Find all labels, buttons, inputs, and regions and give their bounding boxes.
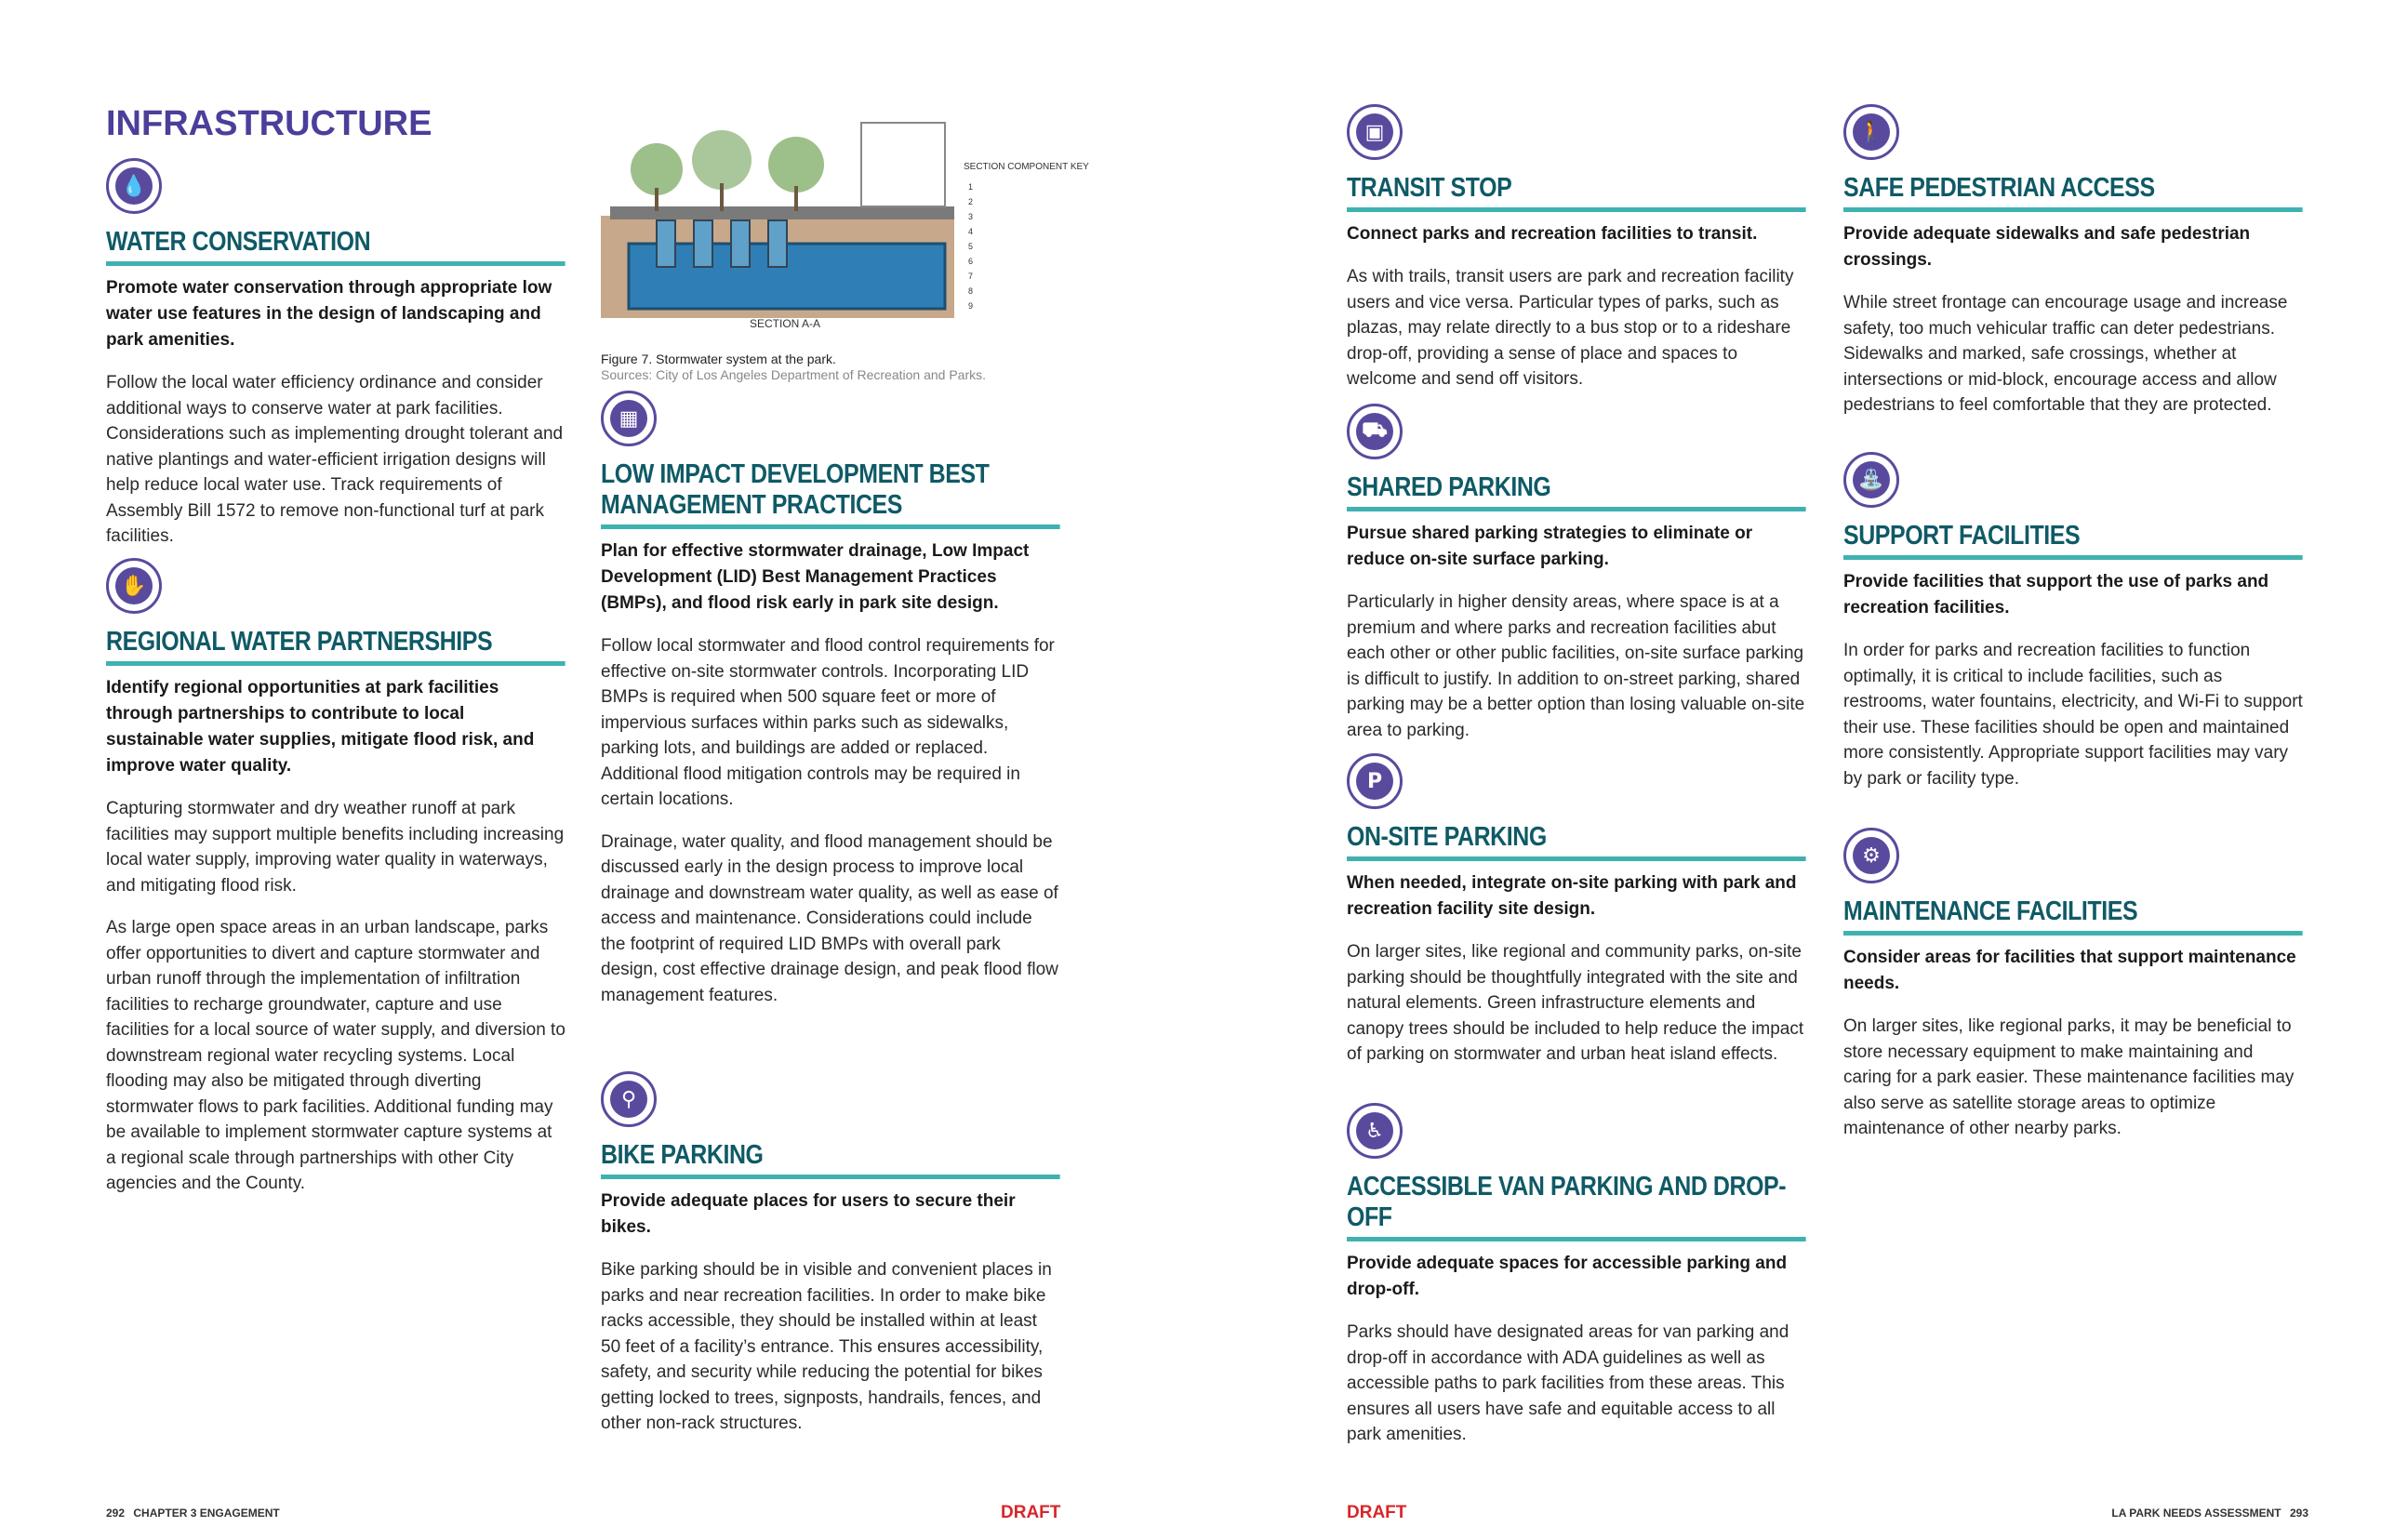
stormwater-section-diagram [601,104,1089,337]
figure-caption [601,352,1084,383]
section-lead: Promote water conservation through appropriate low water use features in the design of landscaping and park amenities. [106,278,552,350]
section-body: Drainage, water quality, and flood management should be discussed early in the design process to improve local drainage and downstream water quality, as well as ease of access and maintenance. Considerations could include the footprint of required LID BMPs with overall park design, cost effective drainage design, and peak flood flow management features. [601,831,1058,1005]
section-maintenance-facilities [1843,828,2304,1159]
section-bike-parking [601,1071,1061,1454]
key-item: 7 [968,272,974,281]
publication-label: LA PARK NEEDS ASSESSMENT [2111,1507,2281,1520]
section-heading: LOW IMPACT DEVELOPMENT BEST MANAGEMENT PRACTICES [601,459,1060,529]
section-body: Follow local stormwater and flood control requirements for effective on-site stormwater controls. Incorporating LID BMPs is required when 500 square feet or more of impervious surfaces within parks such as sidewalks, parking lots, and buildings are added or replaced. Additional flood mitigation controls may be required in certain locations. [601,636,1055,809]
page-title: INFRASTRUCTURE [106,104,432,143]
section-heading: TRANSIT STOP [1347,173,1806,212]
section-water-conservation [106,158,566,566]
draft-label-right: DRAFT [1347,1503,1407,1522]
drain-grate-icon: ▦ [601,391,657,446]
section-body: On larger sites, like regional parks, it may be beneficial to store necessary equipment to make maintaining and caring for a park easier. These maintenance facilities may also serve as satellite storage areas to optimize maintenance of other nearby parks. [1843,1016,2295,1138]
water-drop-cycle-icon: 💧 [106,158,162,214]
section-body: Particularly in higher density areas, where space is at a premium and where parks and recreation facilities abut each other or other public facilities, on-site surface parking is difficult to justify. In addition to on-street parking, shared parking may be a better option than losing valuable on-site area to parking. [1347,592,1805,740]
caption-source: Sources: City of Los Angeles Department of Recreation and Parks. [601,367,986,382]
section-body: On larger sites, like regional and community parks, on-site parking should be thoughtfully integrated with the site and natural elements. Green infrastructure elements and canopy trees should be included to help reduce the impact of parking on stormwater and urban heat island effects. [1347,942,1804,1064]
key-item: 1 [968,182,974,192]
section-body: Capturing stormwater and dry weather runoff at park facilities may support multiple benefits including increasing local water supply, improving water quality in waterways, and mitigating flood risk. [106,799,565,896]
section-body: Follow the local water efficiency ordinance and consider additional ways to conserve water at park facilities. Considerations such as implementing drought tolerant and native plantings and water-efficient irrigation designs will help reduce local water use. Track requirements of Assembly Bill 1572 to remove non-functional turf at park facilities. [106,373,564,546]
section-lead: Connect parks and recreation facilities to transit. [1347,224,1758,244]
section-body: Parks should have designated areas for van parking and drop-off in accordance with ADA guidelines as well as accessible paths to park facilities from these areas. This ensures all users have safe and equitable access to all park amenities. [1347,1322,1789,1444]
draft-label-left: DRAFT [1001,1503,1061,1522]
water-hands-icon: ✋ [106,558,162,614]
section-lead: When needed, integrate on-site parking with park and recreation facility site design. [1347,873,1797,919]
gear-icon: ⚙ [1843,828,1899,883]
key-item: 9 [968,301,974,311]
section-lead: Provide adequate places for users to secure their bikes. [601,1191,1016,1237]
parking-p-icon: P [1347,753,1403,809]
car-share-icon: ⛟ [1347,404,1403,459]
section-body: Bike parking should be in visible and convenient places in parks and near recreation facilities. In order to make bike racks accessible, they should be installed within at least 50 feet of a facility’s entrance. This ensures accessibility, safety, and security while reducing the potential for bikes getting locked to trees, signposts, handrails, fences, and other non-rack structures. [601,1260,1052,1433]
key-item: 2 [968,197,974,206]
section-body: While street frontage can encourage usage and increase safety, too much vehicular traffic can deter pedestrians. Sidewalks and marked, safe crossings, whether at intersections or mid-block, encourage access and allow pedestrians to feel comfortable that they are protected. [1843,293,2288,415]
key-item: 5 [968,242,974,251]
section-support-facilities [1843,452,2304,808]
key-item: 4 [968,227,974,236]
section-lead: Pursue shared parking strategies to eliminate or reduce on-site surface parking. [1347,524,1753,569]
page-number-left: 292 [106,1507,126,1520]
section-lead: Provide adequate sidewalks and safe pedestrian crossings. [1843,224,2251,270]
section-body: In order for parks and recreation facilities to function optimally, it is critical to include facilities, such as restrooms, water fountains, electricity, and Wi-Fi to support their use. These facilities should be open and maintained more consistently. Appropriate support facilities may vary by park or facility type. [1843,641,2303,789]
footer-left [106,1507,280,1520]
section-heading: BIKE PARKING [601,1140,1060,1179]
section-heading: ON-SITE PARKING [1347,822,1806,861]
section-lid [601,391,1061,1025]
pedestrian-icon: 🚶 [1843,104,1899,160]
key-item: 3 [968,212,974,221]
footer-right [2111,1507,2308,1520]
section-label: SECTION A-A [750,317,821,330]
water-fountain-icon: ⛲ [1843,452,1899,508]
section-heading: WATER CONSERVATION [106,227,565,266]
section-shared-parking [1347,404,1807,760]
section-pedestrian-access [1843,104,2304,435]
section-lead: Provide facilities that support the use of parks and recreation facilities. [1843,572,2269,617]
section-heading: SHARED PARKING [1347,472,1806,511]
section-transit-stop [1347,104,1807,409]
section-lead: Plan for effective stormwater drainage, Low Impact Development (LID) Best Management Practices (BMPs), and flood risk early in park site design. [601,541,1030,613]
bus-icon: ▣ [1347,104,1403,160]
section-heading: ACCESSIBLE VAN PARKING AND DROP-OFF [1347,1172,1806,1241]
section-body: As with trails, transit users are park and recreation facility users and vice versa. Particular types of parks, such as plazas, may relate directly to a bus stop or to a rideshare drop-off, providing a sense of place and spaces to welcome and send off visitors. [1347,267,1794,389]
section-heading: SAFE PEDESTRIAN ACCESS [1843,173,2303,212]
bicycle-icon: ⚲ [601,1071,657,1127]
section-lead: Consider areas for facilities that support maintenance needs. [1843,948,2296,993]
key-title: SECTION COMPONENT KEY [964,162,1089,172]
section-heading: SUPPORT FACILITIES [1843,521,2303,560]
key-item: 8 [968,286,974,296]
key-item: 6 [968,257,974,266]
section-heading: REGIONAL WATER PARTNERSHIPS [106,627,565,666]
page-number-right: 293 [2289,1507,2308,1520]
accessible-van-icon: ♿ [1347,1103,1403,1159]
chapter-label: CHAPTER 3 ENGAGEMENT [133,1507,280,1520]
section-accessible-van [1347,1103,1807,1465]
section-regional-water [106,558,566,1214]
caption-title: Figure 7. Stormwater system at the park. [601,352,836,366]
section-on-site-parking [1347,753,1807,1084]
stormwater-figure [601,104,1089,337]
section-heading: MAINTENANCE FACILITIES [1843,896,2303,936]
section-body: As large open space areas in an urban landscape, parks offer opportunities to divert and capture stormwater and urban runoff through the implementation of infiltration facilities to recharge groundwater, capture and use facilities for a local source of water supply, and diversion to downstream regional water recycling systems. Local flooding may also be mitigated through diverting stormwater flows to park facilities. Additional funding may be available to implement stormwater capture systems at a regional scale through partnerships with other City agencies and the County. [106,918,565,1193]
section-lead: Provide adequate spaces for accessible parking and drop-off. [1347,1254,1788,1299]
section-lead: Identify regional opportunities at park facilities through partnerships to contribute to local sustainable water supplies, mitigate flood risk, and improve water quality. [106,678,535,776]
